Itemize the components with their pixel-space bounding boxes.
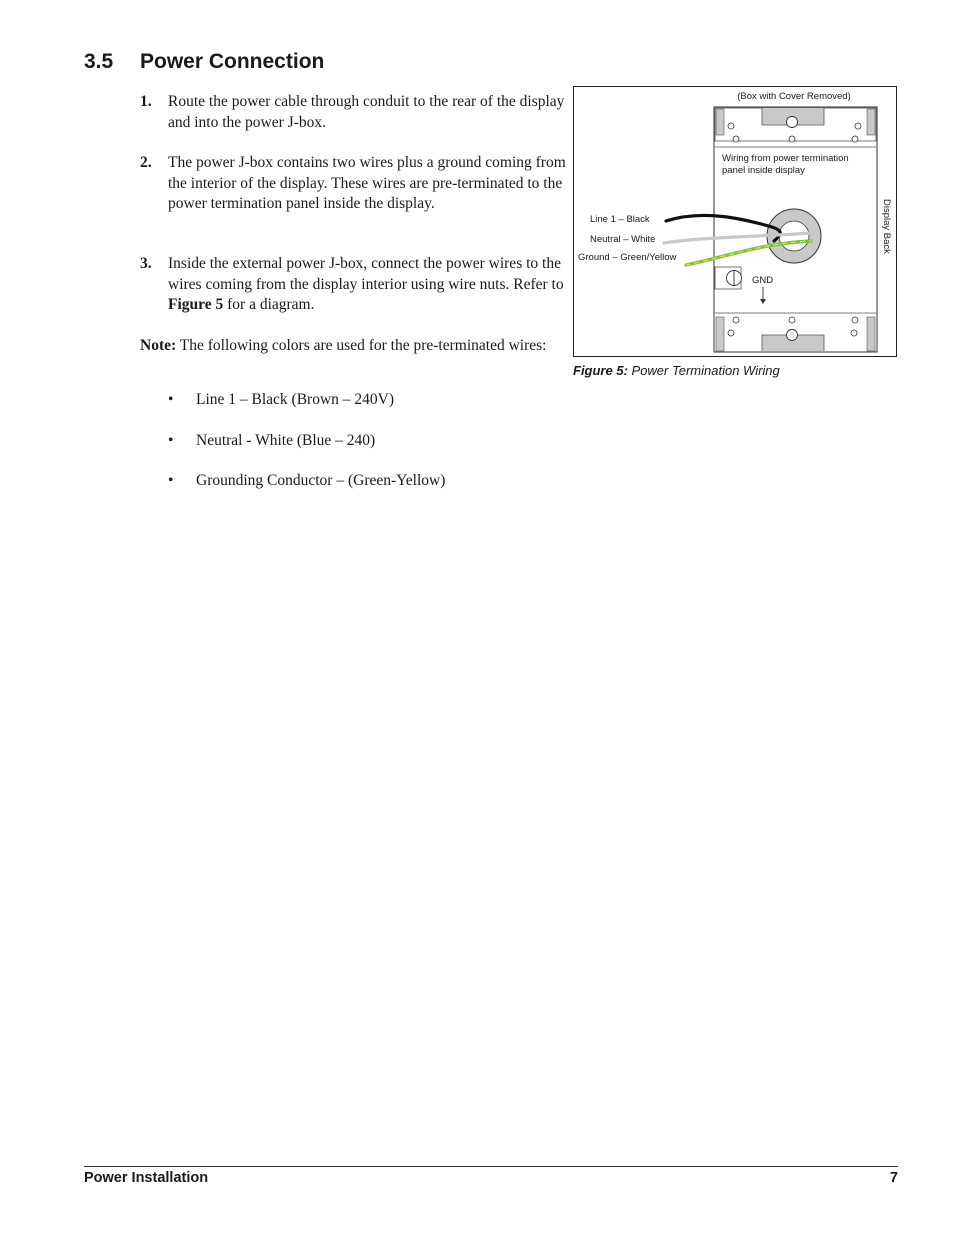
step-number: 2. — [140, 154, 152, 171]
wiring-diagram-svg — [574, 87, 898, 358]
figure-reference: Figure 5 — [168, 296, 224, 313]
step-1 — [140, 92, 566, 133]
note-label: Note: — [140, 337, 177, 354]
footer-divider — [84, 1166, 898, 1167]
top-mounting-panel — [715, 108, 876, 142]
step-text: Route the power cable through conduit to the rear of the display and into the power J-box. — [168, 93, 565, 131]
step-3 — [140, 254, 566, 316]
bullet-text: Line 1 – Black (Brown – 240V) — [196, 391, 395, 408]
bullet-text: Neutral - White (Blue – 240) — [196, 432, 376, 449]
wiring-label: Wiring from power termination — [722, 153, 849, 164]
bullet-dot: • — [168, 432, 174, 449]
figure-caption-text: Power Termination Wiring — [627, 363, 780, 378]
section-number: 3.5 — [84, 50, 114, 73]
section-title — [84, 50, 324, 74]
bullet-item — [168, 471, 445, 491]
bullet-item — [168, 390, 394, 410]
figure-5-diagram — [573, 86, 897, 357]
neutral-label: Neutral – White — [590, 234, 656, 245]
wiring-label-line2: panel inside display — [722, 165, 805, 176]
ground-label: Ground – Green/Yellow — [578, 252, 677, 263]
bullet-dot: • — [168, 472, 174, 489]
step-2 — [140, 153, 566, 215]
bullet-text: Grounding Conductor – (Green-Yellow) — [196, 472, 446, 489]
step-text — [168, 254, 566, 316]
footer-page-number: 7 — [889, 1170, 898, 1186]
line1-label: Line 1 – Black — [590, 214, 650, 225]
step-text: The power J-box contains two wires plus a ground coming from the interior of the display. These wires are pre-terminated to the power termination panel inside the display. — [168, 154, 566, 212]
bullet-item — [168, 431, 375, 451]
step-number: 1. — [140, 93, 152, 110]
gnd-label: GND — [752, 275, 774, 286]
step-text-before: Inside the external power J-box, connect the power wires to the wires coming from the display interior using wire nuts. Refer to — [168, 255, 564, 293]
step-number: 3. — [140, 255, 152, 272]
note — [140, 336, 560, 357]
bullet-dot: • — [168, 391, 174, 408]
figure-caption — [573, 363, 780, 378]
box-cover-label: (Box with Cover Removed) — [737, 91, 851, 102]
display-back-label: Display Back — [881, 199, 892, 254]
footer-chapter-title: Power Installation — [84, 1170, 209, 1186]
step-text-after: for a diagram. — [223, 296, 315, 313]
figure-caption-label: Figure 5: — [573, 363, 628, 378]
note-text: The following colors are used for the pre-terminated wires: — [176, 337, 547, 354]
section-title-text: Power Connection — [140, 50, 325, 73]
